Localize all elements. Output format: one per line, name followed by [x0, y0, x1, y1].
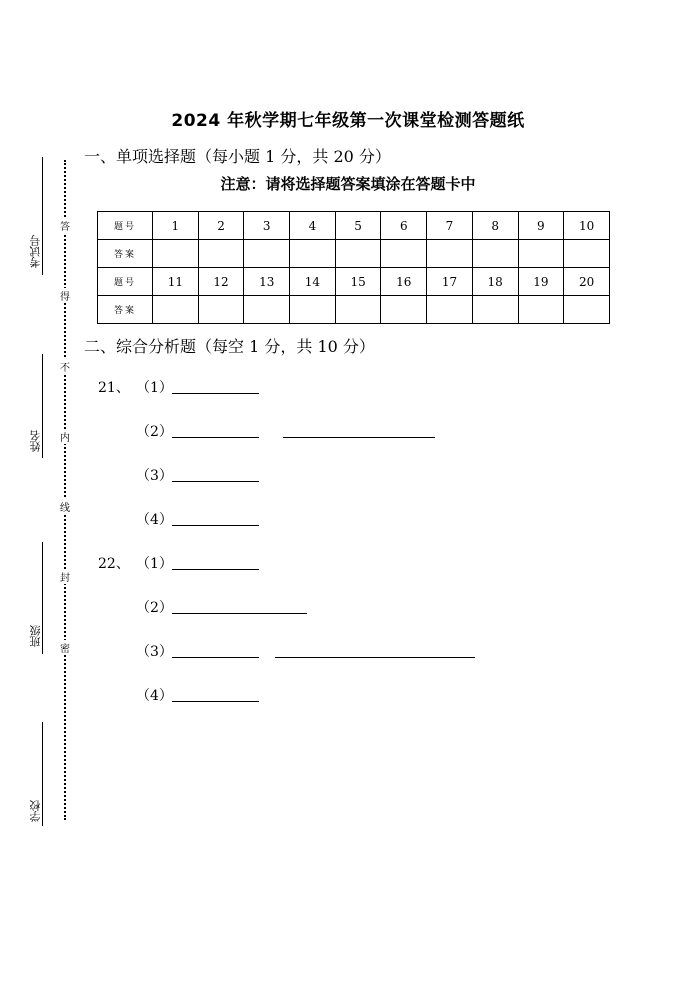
answer-cell[interactable] [381, 240, 427, 268]
seal-char: 封 [59, 569, 71, 584]
seal-char: 线 [59, 499, 71, 514]
class-label: 班级 [29, 625, 42, 647]
q22-part3-blank-b[interactable] [275, 657, 475, 658]
answer-cell[interactable] [427, 240, 473, 268]
q21-part4-label: （4） [136, 512, 173, 528]
answer-cell[interactable] [472, 240, 518, 268]
q21-number: 21、 [98, 380, 130, 396]
question-number: 16 [381, 268, 427, 296]
question-number: 17 [427, 268, 473, 296]
answer-grid [97, 211, 610, 324]
question-number: 1 [153, 212, 199, 240]
seal-char: 内 [59, 429, 71, 444]
section1-heading: 一、单项选择题（每小题 1 分，共 20 分） [84, 147, 391, 166]
answer-cell[interactable] [153, 296, 199, 324]
q21-part3-label: （3） [136, 468, 173, 484]
seal-char: 密 [59, 640, 71, 655]
q21-part2-blank-a[interactable] [172, 437, 259, 438]
question-number: 11 [153, 268, 199, 296]
answer-cell[interactable] [335, 240, 381, 268]
section1-notice: 注意：请将选择题答案填涂在答题卡中 [220, 175, 476, 193]
q22-part4-blank[interactable] [172, 701, 259, 702]
seal-char: 得 [59, 288, 71, 303]
question-number: 15 [335, 268, 381, 296]
q22-number: 22、 [98, 556, 130, 572]
question-number: 3 [244, 212, 290, 240]
question-number: 20 [564, 268, 610, 296]
answer-label: 答案 [98, 296, 153, 324]
answer-cell[interactable] [335, 296, 381, 324]
question-number: 13 [244, 268, 290, 296]
answer-cell[interactable] [244, 240, 290, 268]
answer-cell[interactable] [290, 240, 336, 268]
question-number: 7 [427, 212, 473, 240]
answer-cell[interactable] [244, 296, 290, 324]
seal-dotted-line [64, 160, 66, 820]
question-number: 6 [381, 212, 427, 240]
q21-part4-blank[interactable] [172, 525, 259, 526]
question-number: 8 [472, 212, 518, 240]
answer-cell[interactable] [472, 296, 518, 324]
answer-cell[interactable] [518, 240, 564, 268]
question-number: 19 [518, 268, 564, 296]
seal-char: 答 [59, 218, 71, 233]
answer-cell[interactable] [198, 296, 244, 324]
q22-part3-label: （3） [136, 644, 173, 660]
question-number: 4 [290, 212, 336, 240]
name-label: 姓名 [29, 430, 42, 452]
number-label: 题号 [98, 268, 153, 296]
school-label: 学校 [29, 800, 42, 822]
number-row-1 [98, 212, 610, 240]
answer-cell[interactable] [564, 296, 610, 324]
answer-row-2 [98, 296, 610, 324]
q22-part1-blank[interactable] [172, 569, 259, 570]
q22-part2-label: （2） [136, 600, 173, 616]
question-number: 18 [472, 268, 518, 296]
question-number: 2 [198, 212, 244, 240]
q21-part2-blank-b[interactable] [283, 437, 435, 438]
exam-number-label: 考试号 [29, 235, 42, 268]
q22-part4-label: （4） [136, 688, 173, 704]
q22-part3-blank-a[interactable] [172, 657, 259, 658]
question-number: 5 [335, 212, 381, 240]
q22-part2-blank[interactable] [172, 613, 307, 614]
question-number: 14 [290, 268, 336, 296]
number-label: 题号 [98, 212, 153, 240]
q21-part2-label: （2） [136, 424, 173, 440]
answer-cell[interactable] [518, 296, 564, 324]
question-number: 10 [564, 212, 610, 240]
answer-label: 答案 [98, 240, 153, 268]
number-row-2 [98, 268, 610, 296]
seal-char: 不 [59, 359, 71, 374]
answer-cell[interactable] [564, 240, 610, 268]
page-title: 2024 年秋学期七年级第一次课堂检测答题纸 [171, 111, 525, 131]
q21-part3-blank[interactable] [172, 481, 259, 482]
q22-part1-label: （1） [136, 556, 173, 572]
q21-part1-blank[interactable] [172, 393, 259, 394]
answer-cell[interactable] [381, 296, 427, 324]
question-number: 12 [198, 268, 244, 296]
answer-cell[interactable] [290, 296, 336, 324]
answer-cell[interactable] [427, 296, 473, 324]
answer-cell[interactable] [153, 240, 199, 268]
question-number: 9 [518, 212, 564, 240]
section2-heading: 二、综合分析题（每空 1 分，共 10 分） [84, 337, 375, 356]
answer-cell[interactable] [198, 240, 244, 268]
answer-row-1 [98, 240, 610, 268]
q21-part1-label: （1） [136, 380, 173, 396]
